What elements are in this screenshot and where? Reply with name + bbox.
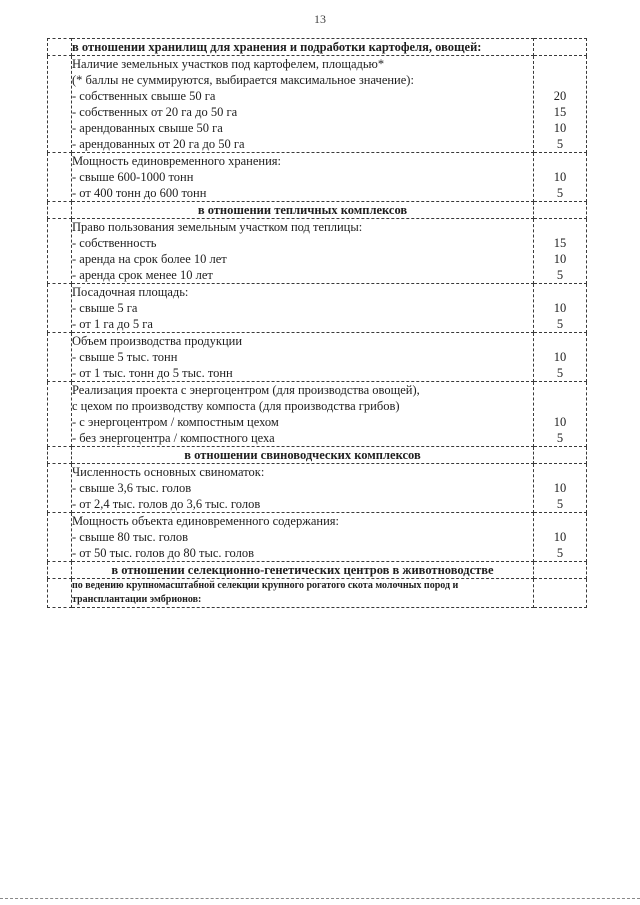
score-value bbox=[534, 72, 586, 88]
criterion-row bbox=[48, 333, 587, 382]
criterion-row bbox=[48, 153, 587, 202]
empty-cell bbox=[534, 39, 587, 56]
score-value: 5 bbox=[556, 431, 564, 445]
empty-cell bbox=[48, 284, 72, 333]
criterion-line: - арендованных от 20 га до 50 га bbox=[72, 137, 245, 151]
criterion-line: - от 1 тыс. тонн до 5 тыс. тонн bbox=[72, 366, 233, 380]
empty-cell bbox=[48, 464, 72, 513]
criterion-line: Мощность единовременного хранения: bbox=[72, 154, 282, 168]
section-title: в отношении свиноводческих комплексов bbox=[72, 447, 534, 464]
criterion-text bbox=[72, 513, 534, 562]
criterion-row bbox=[48, 284, 587, 333]
score-cell bbox=[534, 219, 587, 284]
criterion-row bbox=[48, 513, 587, 562]
score-value: 15 bbox=[553, 105, 567, 119]
criterion-line: Мощность объекта единовременного содержания: bbox=[72, 514, 340, 528]
criterion-row bbox=[48, 382, 587, 447]
score-value: 10 bbox=[553, 170, 567, 184]
empty-cell bbox=[534, 447, 587, 464]
score-value: 10 bbox=[553, 530, 567, 544]
section-header-row bbox=[48, 39, 587, 56]
score-value: 10 bbox=[553, 415, 567, 429]
criterion-text bbox=[72, 382, 534, 447]
section-title: в отношении тепличных комплексов bbox=[72, 202, 534, 219]
score-value bbox=[534, 513, 586, 529]
section-header-row bbox=[48, 562, 587, 579]
criterion-line: - свыше 80 тыс. голов bbox=[72, 530, 189, 544]
criterion-text bbox=[72, 219, 534, 284]
criterion-line: - с энергоцентром / компостным цехом bbox=[72, 415, 279, 429]
criterion-line: Право пользования земельным участком под теплицы: bbox=[72, 220, 363, 234]
criterion-line: - аренда срок менее 10 лет bbox=[72, 268, 213, 282]
empty-cell bbox=[48, 219, 72, 284]
score-cell bbox=[534, 284, 587, 333]
criterion-line: - собственность bbox=[72, 236, 157, 250]
criterion-line: - свыше 600-1000 тонн bbox=[72, 170, 194, 184]
criterion-line: Наличие земельных участков под картофелем, площадью* bbox=[72, 57, 385, 71]
subsection-title: по ведению крупномасштабной селекции крупного рогатого скота молочных пород и трансплантации эмбрионов: bbox=[72, 579, 534, 608]
score-value bbox=[534, 398, 586, 414]
score-cell bbox=[534, 464, 587, 513]
empty-cell bbox=[48, 382, 72, 447]
criterion-line: (* баллы не суммируются, выбирается максимальное значение): bbox=[72, 73, 414, 87]
subsection-row bbox=[48, 579, 587, 608]
criterion-line: - аренда на срок более 10 лет bbox=[72, 252, 227, 266]
criterion-line: - свыше 3,6 тыс. голов bbox=[72, 481, 192, 495]
score-value: 5 bbox=[556, 137, 564, 151]
score-value: 5 bbox=[556, 366, 564, 380]
criterion-line: - собственных свыше 50 га bbox=[72, 89, 216, 103]
score-value: 10 bbox=[553, 481, 567, 495]
criterion-text bbox=[72, 153, 534, 202]
criterion-line: - от 2,4 тыс. голов до 3,6 тыс. голов bbox=[72, 497, 261, 511]
criterion-line: - от 50 тыс. голов до 80 тыс. голов bbox=[72, 546, 254, 560]
score-cell bbox=[534, 56, 587, 153]
score-value: 5 bbox=[556, 546, 564, 560]
score-value: 15 bbox=[553, 236, 567, 250]
empty-cell bbox=[48, 447, 72, 464]
empty-cell bbox=[534, 562, 587, 579]
page-number: 13 bbox=[314, 12, 326, 26]
score-value: 5 bbox=[556, 268, 564, 282]
criterion-row bbox=[48, 464, 587, 513]
empty-cell bbox=[48, 562, 72, 579]
criterion-text bbox=[72, 56, 534, 153]
score-value: 5 bbox=[556, 186, 564, 200]
score-value: 5 bbox=[556, 317, 564, 331]
section-title: в отношении селекционно-генетических центров в животноводстве bbox=[72, 562, 534, 579]
section-title: в отношении хранилищ для хранения и подработки картофеля, овощей: bbox=[72, 39, 534, 56]
score-value bbox=[534, 284, 586, 300]
empty-cell bbox=[48, 579, 72, 608]
criteria-table bbox=[47, 38, 587, 608]
page-bottom-edge bbox=[0, 898, 640, 899]
empty-cell bbox=[534, 579, 587, 608]
score-value: 5 bbox=[556, 497, 564, 511]
section-header-row bbox=[48, 202, 587, 219]
criterion-text bbox=[72, 333, 534, 382]
score-value bbox=[534, 56, 586, 72]
criterion-line: Реализация проекта с энергоцентром (для производства овощей), bbox=[72, 383, 420, 397]
criterion-line: с цехом по производству компоста (для производства грибов) bbox=[72, 399, 400, 413]
score-value bbox=[534, 333, 586, 349]
criterion-line: Численность основных свиноматок: bbox=[72, 465, 265, 479]
score-value: 10 bbox=[553, 301, 567, 315]
criterion-line: - без энергоцентра / компостного цеха bbox=[72, 431, 275, 445]
criterion-line: - свыше 5 тыс. тонн bbox=[72, 350, 178, 364]
empty-cell bbox=[48, 513, 72, 562]
criterion-line: - свыше 5 га bbox=[72, 301, 138, 315]
score-value: 10 bbox=[553, 121, 567, 135]
score-value bbox=[534, 219, 586, 235]
criterion-line: Посадочная площадь: bbox=[72, 285, 189, 299]
empty-cell bbox=[48, 333, 72, 382]
section-header-row bbox=[48, 447, 587, 464]
criterion-row bbox=[48, 56, 587, 153]
score-value: 10 bbox=[553, 350, 567, 364]
criterion-line: Объем производства продукции bbox=[72, 334, 243, 348]
score-value bbox=[534, 464, 586, 480]
empty-cell bbox=[534, 202, 587, 219]
criterion-text bbox=[72, 284, 534, 333]
criterion-row bbox=[48, 219, 587, 284]
score-cell bbox=[534, 513, 587, 562]
empty-cell bbox=[48, 39, 72, 56]
score-value bbox=[534, 382, 586, 398]
score-value bbox=[534, 153, 586, 169]
empty-cell bbox=[48, 202, 72, 219]
score-cell bbox=[534, 382, 587, 447]
score-cell bbox=[534, 153, 587, 202]
score-value: 20 bbox=[553, 89, 567, 103]
criterion-text bbox=[72, 464, 534, 513]
score-value: 10 bbox=[553, 252, 567, 266]
empty-cell bbox=[48, 153, 72, 202]
criterion-line: - собственных от 20 га до 50 га bbox=[72, 105, 238, 119]
criterion-line: - арендованных свыше 50 га bbox=[72, 121, 223, 135]
criterion-line: - от 400 тонн до 600 тонн bbox=[72, 186, 207, 200]
criterion-line: - от 1 га до 5 га bbox=[72, 317, 153, 331]
empty-cell bbox=[48, 56, 72, 153]
score-cell bbox=[534, 333, 587, 382]
